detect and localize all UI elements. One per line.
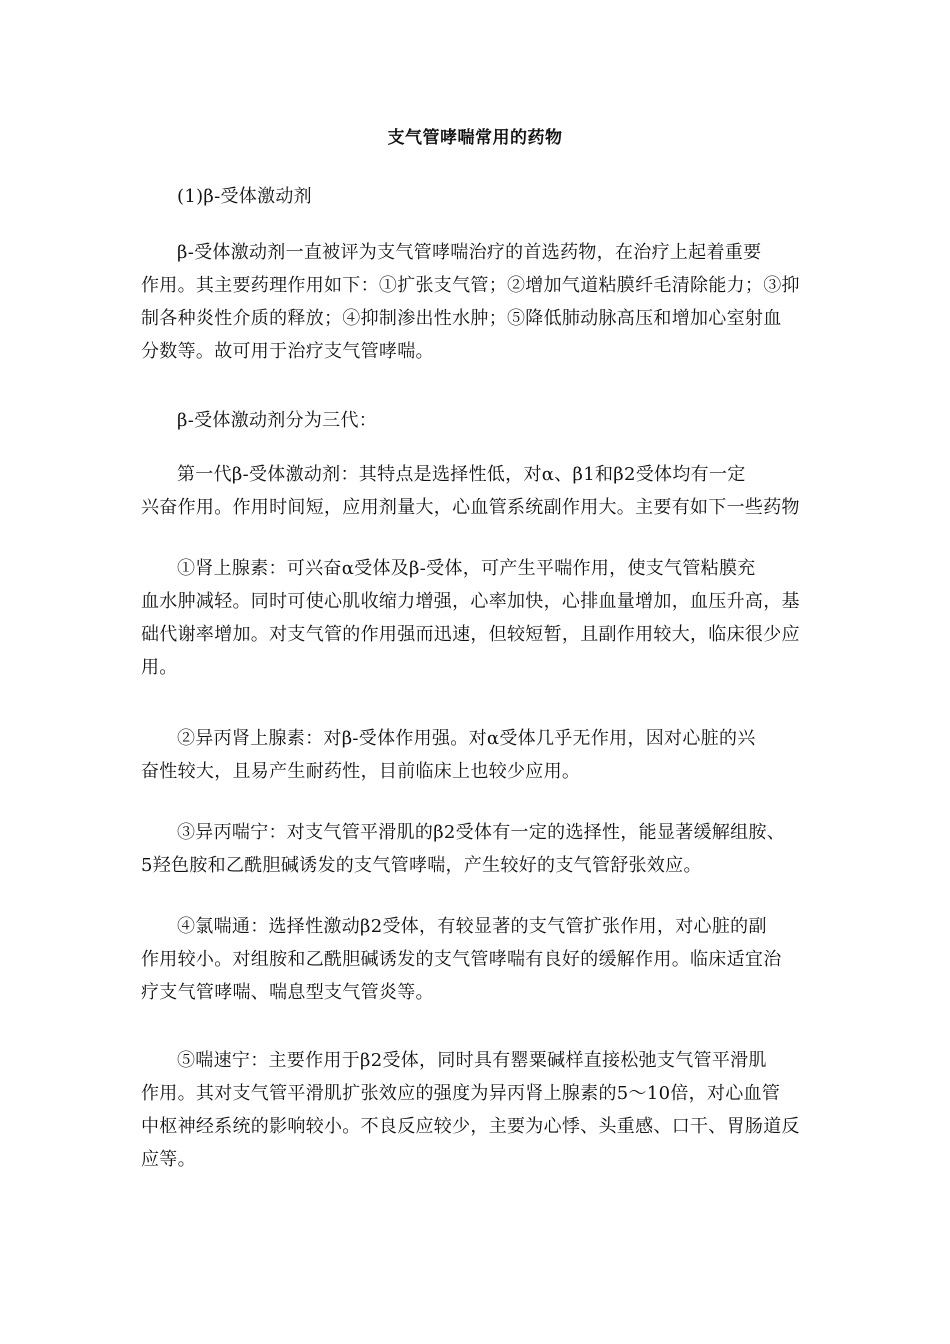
paragraph-line: 疗支气管哮喘、喘息型支气管炎等。 <box>141 982 434 1003</box>
paragraph-line: 中枢神经系统的影响较小。不良反应较少，主要为心悸、头重感、口干、胃肠道反 <box>141 1116 800 1137</box>
paragraph-line: 兴奋作用。作用时间短，应用剂量大，心血管系统副作用大。主要有如下一些药物 <box>141 497 800 518</box>
paragraph-clorprenaline <box>141 910 813 1009</box>
paragraph-line: 制各种炎性介质的释放；④抑制渗出性水肿；⑤降低肺动脉高压和增加心室射血 <box>141 308 782 329</box>
paragraph-line: ①肾上腺素：可兴奋α受体及β-受体，可产生平喘作用，使支气管粘膜充 <box>177 558 756 579</box>
paragraph-line: ④氯喘通：选择性激动β2受体，有较显著的支气管扩张作用，对心脏的副 <box>177 916 767 937</box>
paragraph-line: ②异丙肾上腺素：对β-受体作用强。对α受体几乎无作用，因对心脏的兴 <box>177 728 756 749</box>
paragraph-adrenaline <box>141 552 813 684</box>
paragraph-beta-agonist-intro <box>141 236 813 368</box>
paragraph-line: 作用。其对支气管平滑肌扩张效应的强度为异丙肾上腺素的5～10倍，对心血管 <box>141 1083 781 1104</box>
paragraph-line: ⑤喘速宁：主要作用于β2受体，同时具有罂粟碱样直接松弛支气管平滑肌 <box>177 1050 767 1071</box>
paragraph-line: 分数等。故可用于治疗支气管哮喘。 <box>141 341 434 362</box>
paragraph-beta-agonist-heading <box>141 180 813 213</box>
paragraph-line: 奋性较大，且易产生耐药性，目前临床上也较少应用。 <box>141 761 581 782</box>
paragraph-line: 作用。其主要药理作用如下：①扩张支气管；②增加气道粘膜纤毛清除能力；③抑 <box>141 275 800 296</box>
paragraph-first-generation <box>141 458 813 524</box>
paragraph-hexoprenaline <box>141 1044 813 1176</box>
paragraph-line: 应等。 <box>141 1149 196 1170</box>
paragraph-line: 血水肿减轻。同时可使心肌收缩力增强，心率加快，心排血量增加，血压升高，基 <box>141 591 800 612</box>
paragraph-line: 作用较小。对组胺和乙酰胆碱诱发的支气管哮喘有良好的缓解作用。临床适宜治 <box>141 949 782 970</box>
paragraph-line: β-受体激动剂一直被评为支气管哮喘治疗的首选药物，在治疗上起着重要 <box>177 242 762 263</box>
paragraph-three-generations <box>141 404 813 437</box>
paragraph-line: 用。 <box>141 657 178 678</box>
document-title: 支气管哮喘常用的药物 <box>387 128 563 148</box>
paragraph-line: 第一代β-受体激动剂：其特点是选择性低，对α、β1和β2受体均有一定 <box>177 464 746 485</box>
paragraph-isoprenaline <box>141 722 813 788</box>
paragraph-line: (1)β-受体激动剂 <box>177 186 312 207</box>
paragraph-line: β-受体激动剂分为三代： <box>177 410 378 431</box>
paragraph-line: 5羟色胺和乙酰胆碱诱发的支气管哮喘，产生较好的支气管舒张效应。 <box>141 855 702 876</box>
paragraph-line: 础代谢率增加。对支气管的作用强而迅速，但较短暂，且副作用较大，临床很少应 <box>141 624 800 645</box>
paragraph-orciprenaline <box>141 816 813 882</box>
paragraph-line: ③异丙喘宁：对支气管平滑肌的β2受体有一定的选择性，能显著缓解组胺、 <box>177 822 786 843</box>
